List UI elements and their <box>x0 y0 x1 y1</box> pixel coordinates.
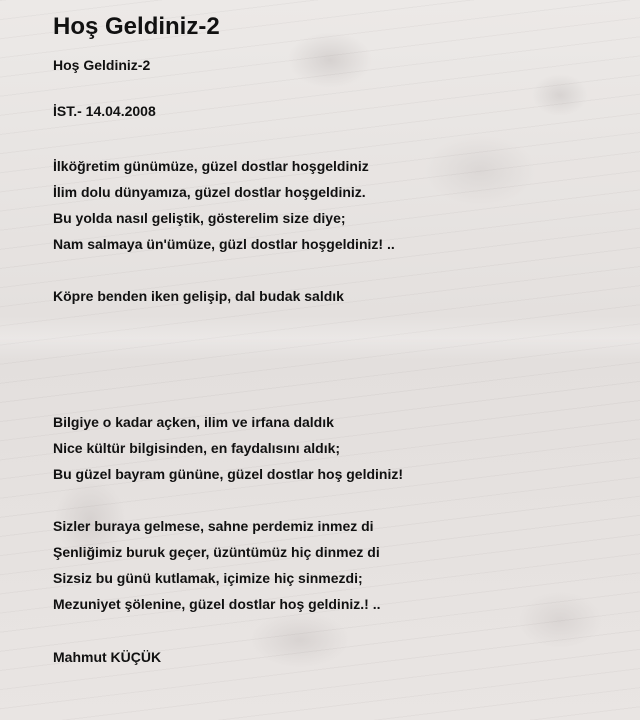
poem-line: Köpre benden iken gelişip, dal budak saldık <box>53 288 344 304</box>
poem-line: İlim dolu dünyamıza, güzel dostlar hoşgeldiniz. <box>53 184 366 200</box>
poem-line: Nice kültür bilgisinden, en faydalısını aldık; <box>53 440 341 456</box>
poem-line: Nam salmaya ün'ümüze, güzl dostlar hoşgeldiniz! .. <box>53 236 395 252</box>
poem-line: İlköğretim günümüze, güzel dostlar hoşgeldiniz <box>53 158 369 174</box>
poem-line: Bu güzel bayram gününe, güzel dostlar hoş geldiniz! <box>53 466 404 482</box>
stanza-4 <box>53 513 623 617</box>
poem-line: Mezuniyet şölenine, güzel dostlar hoş geldiniz.! .. <box>53 596 381 612</box>
poem-line: Bu yolda nasıl geliştik, gösterelim size diye; <box>53 210 346 226</box>
poem-line: Bilgiye o kadar açken, ilim ve irfana daldık <box>53 414 334 430</box>
poem-line: Şenliğimiz buruk geçer, üzüntümüz hiç dinmez di <box>53 544 380 560</box>
stanza-1 <box>53 153 623 257</box>
poem-date: İST.- 14.04.2008 <box>53 103 156 119</box>
page-title: Hoş Geldiniz-2 <box>53 13 220 40</box>
poem-line: Sizler buraya gelmese, sahne perdemiz inmez di <box>53 518 374 534</box>
poem-container <box>53 10 623 667</box>
poem-author: Mahmut KÜÇÜK <box>53 649 162 665</box>
stanza-3 <box>53 409 623 487</box>
stanza-2 <box>53 283 623 309</box>
poem-subtitle: Hoş Geldiniz-2 <box>53 57 151 73</box>
poem-line: Sizsiz bu günü kutlamak, içimize hiç sinmezdi; <box>53 570 363 586</box>
